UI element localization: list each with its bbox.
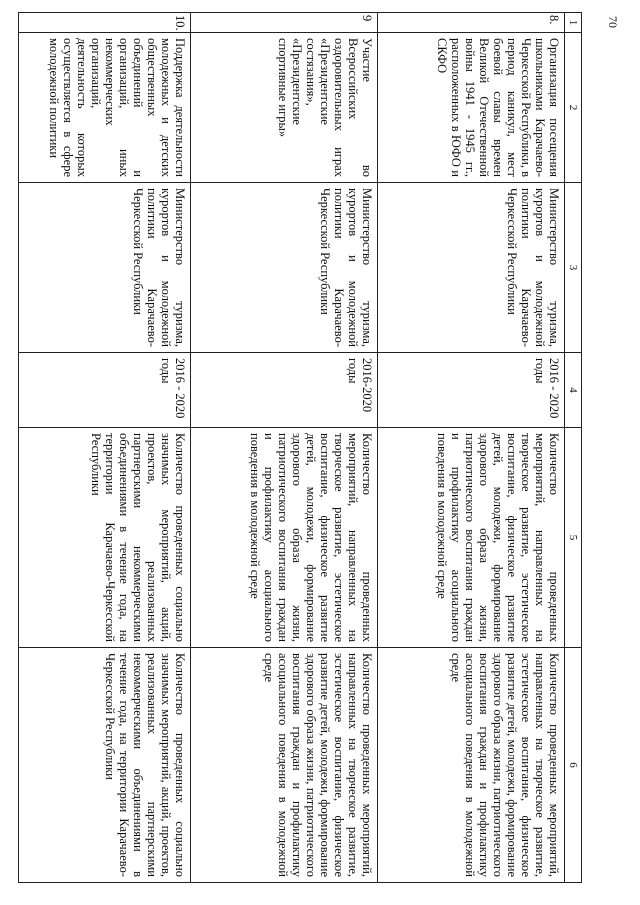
- column-header: 5: [565, 428, 582, 648]
- column-header: 2: [565, 33, 582, 183]
- row-number-cell: 10.: [19, 13, 191, 33]
- expected-result-cell: Количество проведенных мероприятий, направленных на творческое развитие, эстетическое воспитание, физическое развитие детей, молодежи, формирование здорового образа жизни, патриотического воспитания граждан и профилактику асоциального поведения в молодежной среде: [378, 428, 565, 648]
- column-header: 6: [565, 648, 582, 883]
- event-name-cell: Организация посещения школьниками Карачаево-Черкесской Республики, в период каникул, мест боевой славы времен Великой Отечественной войны 1941 - 1945 гг., расположенных в ЮФО и СКФО: [378, 33, 565, 183]
- column-header: 3: [565, 183, 582, 353]
- executor-cell: Министерство туризма, курортов и молодежной политики Карачаево-Черкесской Республики: [378, 183, 565, 353]
- column-header: 1: [565, 13, 582, 33]
- expected-result-cell: Количество проведенных социально значимых мероприятий, акций, проектов, реализованных партнерскими некоммерческими объединениями в течение года, на территории Карачаево-Черкесской Республики: [19, 428, 191, 648]
- table-row: [191, 13, 378, 883]
- event-name-cell: Участие во Всероссийских оздоровительных играх «Президентские состязания», «Президентские спортивные игры»: [191, 33, 378, 183]
- expected-result-cell: Количество проведенных мероприятий, направленных на творческое развитие, эстетическое воспитание, физическое развитие детей, молодежи, формирование здорового образа жизни, патриотического воспитания граждан и профилактику асоциального поведения в молодежной среде: [191, 428, 378, 648]
- indicator-cell: Количество проведенных мероприятий, направленных на творческое развитие, эстетическое воспитание, физическое развитие детей, молодежи, формирование здорового образа жизни, патриотического воспитания граждан и профилактику асоциального поведения в молодежной среде: [378, 648, 565, 883]
- program-measures-table: [18, 12, 582, 883]
- executor-cell: Министерство туризма, курортов и молодежной политики Карачаево-Черкесской Республики: [19, 183, 191, 353]
- period-cell: 2016-2020 годы: [191, 353, 378, 428]
- period-cell: 2016 - 2020 годы: [19, 353, 191, 428]
- page-number: 70: [606, 16, 620, 28]
- indicator-cell: Количество проведенных мероприятий, направленных на творческое развитие, эстетическое воспитание, физическое развитие детей, молодежи, формирование здорового образа жизни, патриотического воспитания граждан и профилактику асоциального поведения в молодежной среде: [191, 648, 378, 883]
- row-number-cell: 8.: [378, 13, 565, 33]
- table-row: [378, 13, 565, 883]
- event-name-cell: Поддержка деятельности молодежных и детских общественных объединений и организаций, иных некоммерческих организаций, деятельность которых осуществляется в сфере молодежной политики: [19, 33, 191, 183]
- table-row: [19, 13, 191, 883]
- indicator-cell: Количество проведенных социально значимых мероприятий, акций, проектов, реализованных партнерскими некоммерческими объединениями в течение года, на территории Карачаево-Черкесской Республики: [19, 648, 191, 883]
- period-cell: 2016 - 2020 годы: [378, 353, 565, 428]
- executor-cell: Министерство туризма, курортов и молодежной политики Карачаево-Черкесской Республики: [191, 183, 378, 353]
- rotated-page-content: [42, 12, 582, 882]
- table-header-row: [565, 13, 582, 883]
- row-number-cell: 9: [191, 13, 378, 33]
- column-header: 4: [565, 353, 582, 428]
